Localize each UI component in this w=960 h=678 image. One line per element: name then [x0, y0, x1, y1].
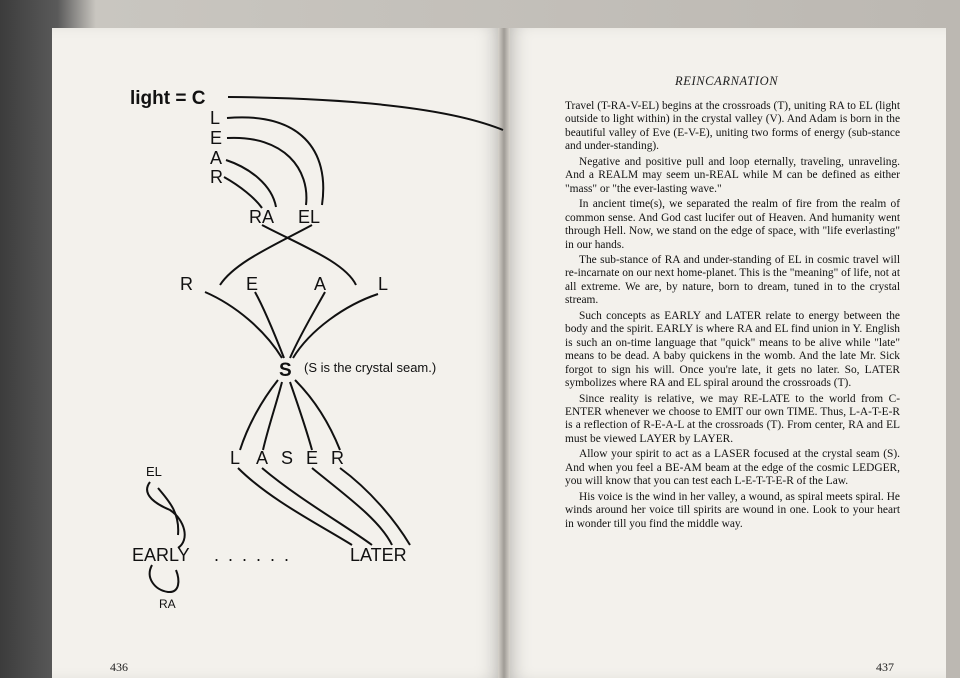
clear-letter-l: L	[210, 108, 221, 128]
spiral-inner	[158, 488, 178, 535]
seam-caption: (S is the crystal seam.)	[304, 360, 437, 375]
paragraph: His voice is the wind in her valley, a wound, as spiral meets spiral. He winds around her voice till spirits are wound in one. Look to your heart in wonder till you find the middle way.	[565, 490, 900, 530]
arc-e-el	[227, 138, 306, 205]
arc-r-ra	[224, 177, 262, 208]
paragraph: Travel (T-RA-V-EL) begins at the crossroads (T), uniting RA to EL (light outside to light within) in the crystal valley (V). And Adam is born in the beautiful valley of Eve (E-V-E), uniting two forms of energy (sub-stance and under-standing).	[565, 100, 900, 153]
running-head: REINCARNATION	[675, 74, 779, 88]
line-e-later	[312, 468, 392, 545]
laser-letter-s: S	[281, 448, 294, 468]
line-r-later	[340, 468, 410, 545]
left-page-number: 436	[110, 660, 128, 674]
line-a-s	[290, 292, 325, 358]
arc-l-el	[227, 117, 323, 205]
paragraph: In ancient time(s), we separated the realm of fire from the realm of common sense. And God cast lucifer out of Heaven. And humanity went through Hell. Now, we stand on the edge of space, with "life everlasting" in our hands.	[565, 198, 900, 251]
real-letter-r: R	[180, 274, 193, 294]
real-letter-a: A	[314, 274, 327, 294]
paragraph: Negative and positive pull and loop eternally, traveling, unraveling. And a REALM may seem un-REAL while M can be defined as either "mass" or "the ever-lasting wave."	[565, 155, 900, 195]
ra-label: RA	[249, 207, 275, 227]
clear-letter-e: E	[210, 128, 223, 148]
spiral-ra-label: RA	[159, 597, 176, 611]
body-text	[565, 100, 900, 533]
line-l-later	[238, 468, 352, 545]
el-label: EL	[298, 207, 321, 227]
seam-letter: S	[279, 360, 292, 381]
timeline-dots: . . . . . .	[214, 545, 292, 565]
light-ray	[228, 97, 503, 130]
real-letter-e: E	[246, 274, 259, 294]
diagram-heading: light = C	[130, 88, 206, 109]
later-label: LATER	[350, 545, 407, 565]
clear-letter-r: R	[210, 167, 223, 187]
line-e-s	[255, 292, 284, 358]
clear-letter-a: A	[210, 148, 223, 168]
paragraph: Such concepts as EARLY and LATER relate to energy between the body and the spirit. EARLY is where RA and EL find union in Y. English is such an on-time language that "quick" means to be alive while "late" means to be dead. A baby quickens in the womb. And the late Mr. Sick forgot to sign his will. Once you're late, it gets no later. So, LATER symbolizes where RA and EL spiral around the crossroads (T).	[565, 309, 900, 390]
laser-letter-l: L	[230, 448, 241, 468]
cross-ra-l	[262, 225, 356, 285]
right-page-number: 437	[876, 660, 894, 674]
cross-el-r	[220, 225, 312, 285]
spiral-el-label: EL	[146, 464, 162, 479]
early-label: EARLY	[132, 545, 190, 565]
spiral-bottom	[150, 565, 179, 592]
laser-letter-r: R	[331, 448, 344, 468]
line-s-e	[290, 382, 312, 450]
laser-letter-e: E	[306, 448, 319, 468]
laser-letter-a: A	[256, 448, 269, 468]
paragraph: Allow your spirit to act as a LASER focused at the crystal seam (S). And when you feel a BE-AM beam at the edge of the cosmic LEDGER, you will know that you can test each L-E-T-T-E-R of the Law.	[565, 448, 900, 488]
paragraph: The sub-stance of RA and under-standing of EL in cosmic travel will re-incarnate on our next home-planet. This is the "meaning" of life, not at all extreme. We are, by nature, born to dream, tuned in to the crystal stream.	[565, 253, 900, 307]
line-s-a	[263, 382, 282, 450]
real-letter-l: L	[378, 274, 389, 294]
paragraph: Since reality is relative, we may RE-LATE to the world from C-ENTER whenever we choose to EMIT our own TIME. Thus, L-A-T-E-R is a reflection of R-E-A-L at the crossroads (T). From center, RA and EL must be viewed LAYER by LAYER.	[565, 392, 900, 445]
spiral-top	[147, 482, 185, 548]
